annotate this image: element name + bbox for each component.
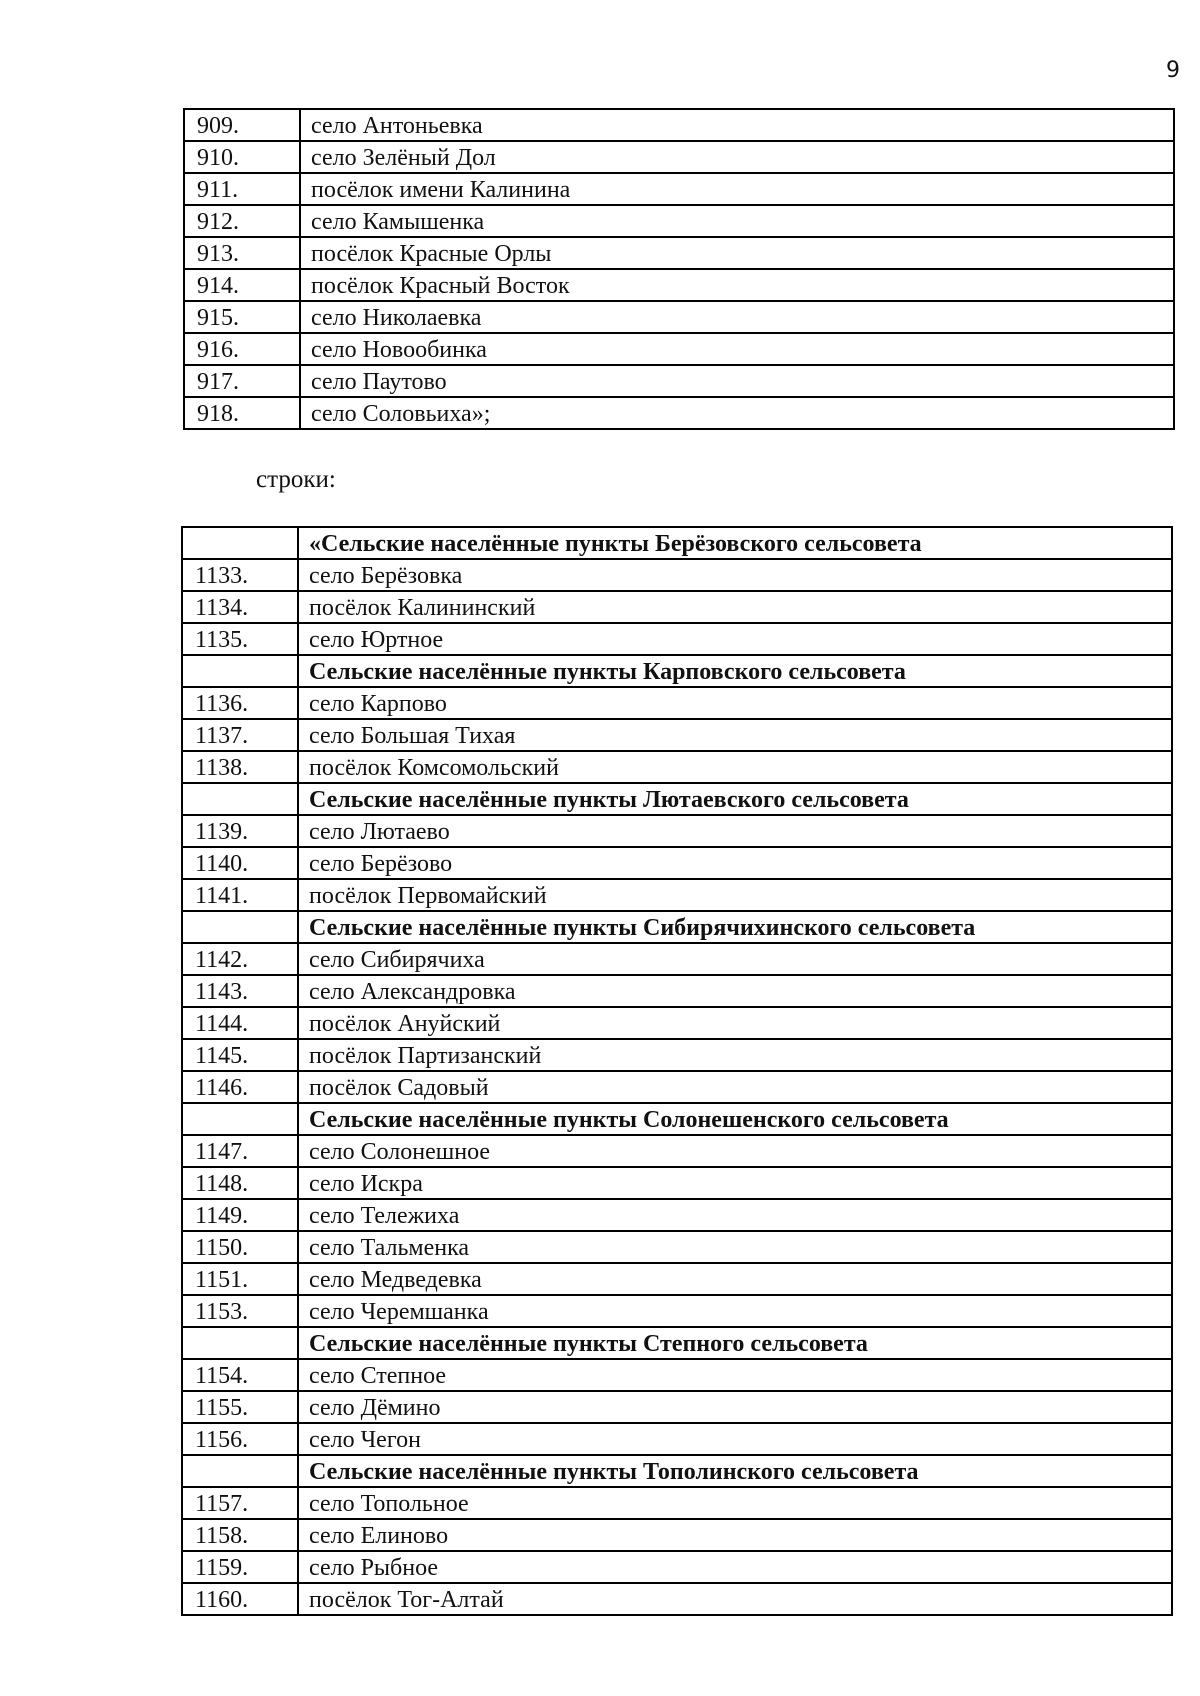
section-heading: Сельские населённые пункты Лютаевского сельсовета [298,783,1172,815]
table-row [184,397,1174,429]
table-row [182,751,1172,783]
table-row [182,687,1172,719]
settlement-name: село Рыбное [298,1551,1172,1583]
table-row [184,269,1174,301]
row-number: 1159. [182,1551,298,1583]
settlement-name: село Юртное [298,623,1172,655]
table-row [182,1007,1172,1039]
row-number: 1146. [182,1071,298,1103]
settlement-name: село Дёмино [298,1391,1172,1423]
row-number [182,1103,298,1135]
row-number [182,655,298,687]
table-row [182,591,1172,623]
table-row [182,1423,1172,1455]
table-row [184,365,1174,397]
settlement-name: село Тележиха [298,1199,1172,1231]
section-heading-row [182,655,1172,687]
row-number: 1155. [182,1391,298,1423]
table-row [182,847,1172,879]
row-number: 1137. [182,719,298,751]
table-row [182,1199,1172,1231]
settlement-name: село Лютаево [298,815,1172,847]
table-row [184,141,1174,173]
table-row [182,559,1172,591]
table-row [182,815,1172,847]
row-number: 918. [184,397,300,429]
row-number: 1151. [182,1263,298,1295]
section-heading: Сельские населённые пункты Карповского сельсовета [298,655,1172,687]
settlement-name: село Новообинка [300,333,1174,365]
row-number [182,527,298,559]
settlement-name: село Солонешное [298,1135,1172,1167]
section-heading-row [182,911,1172,943]
table-row [182,623,1172,655]
table-row [182,1167,1172,1199]
row-number: 909. [184,109,300,141]
table-row [182,1519,1172,1551]
settlement-name: село Антоньевка [300,109,1174,141]
row-number: 916. [184,333,300,365]
row-number [182,1327,298,1359]
row-number: 1141. [182,879,298,911]
table-row [182,719,1172,751]
row-number: 917. [184,365,300,397]
settlement-name: посёлок Тог-Алтай [298,1583,1172,1615]
table-row [182,1391,1172,1423]
row-number [182,783,298,815]
settlement-name: село Большая Тихая [298,719,1172,751]
section-heading: Сельские населённые пункты Сибирячихинского сельсовета [298,911,1172,943]
row-number: 1154. [182,1359,298,1391]
settlement-name: село Николаевка [300,301,1174,333]
row-number: 1144. [182,1007,298,1039]
row-number: 1148. [182,1167,298,1199]
row-number: 1147. [182,1135,298,1167]
table-row [182,1039,1172,1071]
row-number: 1136. [182,687,298,719]
table-row [182,975,1172,1007]
settlement-name: село Степное [298,1359,1172,1391]
settlement-name: село Соловьиха»; [300,397,1174,429]
row-number [182,1455,298,1487]
settlement-name: село Сибирячиха [298,943,1172,975]
row-number: 1139. [182,815,298,847]
settlement-name: село Камышенка [300,205,1174,237]
row-number: 1158. [182,1519,298,1551]
settlement-name: село Александровка [298,975,1172,1007]
section-heading: «Сельские населённые пункты Берёзовского сельсовета [298,527,1172,559]
table-row [184,109,1174,141]
settlement-name: село Карпово [298,687,1172,719]
settlement-name: село Елиново [298,1519,1172,1551]
intro-text: строки: [256,466,336,493]
row-number: 915. [184,301,300,333]
row-number: 1156. [182,1423,298,1455]
settlements-table-2 [181,526,1173,1616]
table-row [182,1359,1172,1391]
row-number: 1153. [182,1295,298,1327]
settlement-name: село Тальменка [298,1231,1172,1263]
settlement-name: посёлок Красный Восток [300,269,1174,301]
settlement-name: село Зелёный Дол [300,141,1174,173]
row-number: 1150. [182,1231,298,1263]
table-row [182,1263,1172,1295]
row-number: 1145. [182,1039,298,1071]
settlement-name: посёлок Красные Орлы [300,237,1174,269]
section-heading: Сельские населённые пункты Тополинского сельсовета [298,1455,1172,1487]
section-heading-row [182,1455,1172,1487]
settlements-table-1-body [184,109,1174,429]
settlement-name: село Берёзовка [298,559,1172,591]
row-number: 910. [184,141,300,173]
settlement-name: село Медведевка [298,1263,1172,1295]
row-number: 1143. [182,975,298,1007]
row-number: 1134. [182,591,298,623]
section-heading-row [182,783,1172,815]
row-number [182,911,298,943]
table-row [182,879,1172,911]
settlement-name: посёлок Партизанский [298,1039,1172,1071]
settlement-name: село Черемшанка [298,1295,1172,1327]
table-row [182,943,1172,975]
settlement-name: село Чегон [298,1423,1172,1455]
row-number: 1149. [182,1199,298,1231]
row-number: 1142. [182,943,298,975]
settlement-name: село Берёзово [298,847,1172,879]
row-number: 914. [184,269,300,301]
settlement-name: посёлок Садовый [298,1071,1172,1103]
settlement-name: посёлок Первомайский [298,879,1172,911]
settlements-table-1 [183,108,1175,430]
settlement-name: посёлок имени Калинина [300,173,1174,205]
settlement-name: село Паутово [300,365,1174,397]
settlement-name: село Искра [298,1167,1172,1199]
page-number: 9 [1166,58,1180,83]
table-row [184,237,1174,269]
row-number: 1160. [182,1583,298,1615]
row-number: 913. [184,237,300,269]
table-row [184,173,1174,205]
table-row [184,205,1174,237]
section-heading-row [182,1327,1172,1359]
table-row [182,1231,1172,1263]
settlement-name: посёлок Ануйский [298,1007,1172,1039]
table-row [182,1135,1172,1167]
row-number: 911. [184,173,300,205]
section-heading-row [182,527,1172,559]
table-row [184,333,1174,365]
table-row [182,1071,1172,1103]
settlements-table-2-body [182,527,1172,1615]
row-number: 1138. [182,751,298,783]
section-heading: Сельские населённые пункты Солонешенского сельсовета [298,1103,1172,1135]
section-heading-row [182,1103,1172,1135]
table-row [184,301,1174,333]
row-number: 1135. [182,623,298,655]
row-number: 1140. [182,847,298,879]
row-number: 1157. [182,1487,298,1519]
settlement-name: посёлок Комсомольский [298,751,1172,783]
settlement-name: посёлок Калининский [298,591,1172,623]
row-number: 1133. [182,559,298,591]
section-heading: Сельские населённые пункты Степного сельсовета [298,1327,1172,1359]
table-row [182,1583,1172,1615]
table-row [182,1551,1172,1583]
table-row [182,1487,1172,1519]
settlement-name: село Топольное [298,1487,1172,1519]
row-number: 912. [184,205,300,237]
table-row [182,1295,1172,1327]
